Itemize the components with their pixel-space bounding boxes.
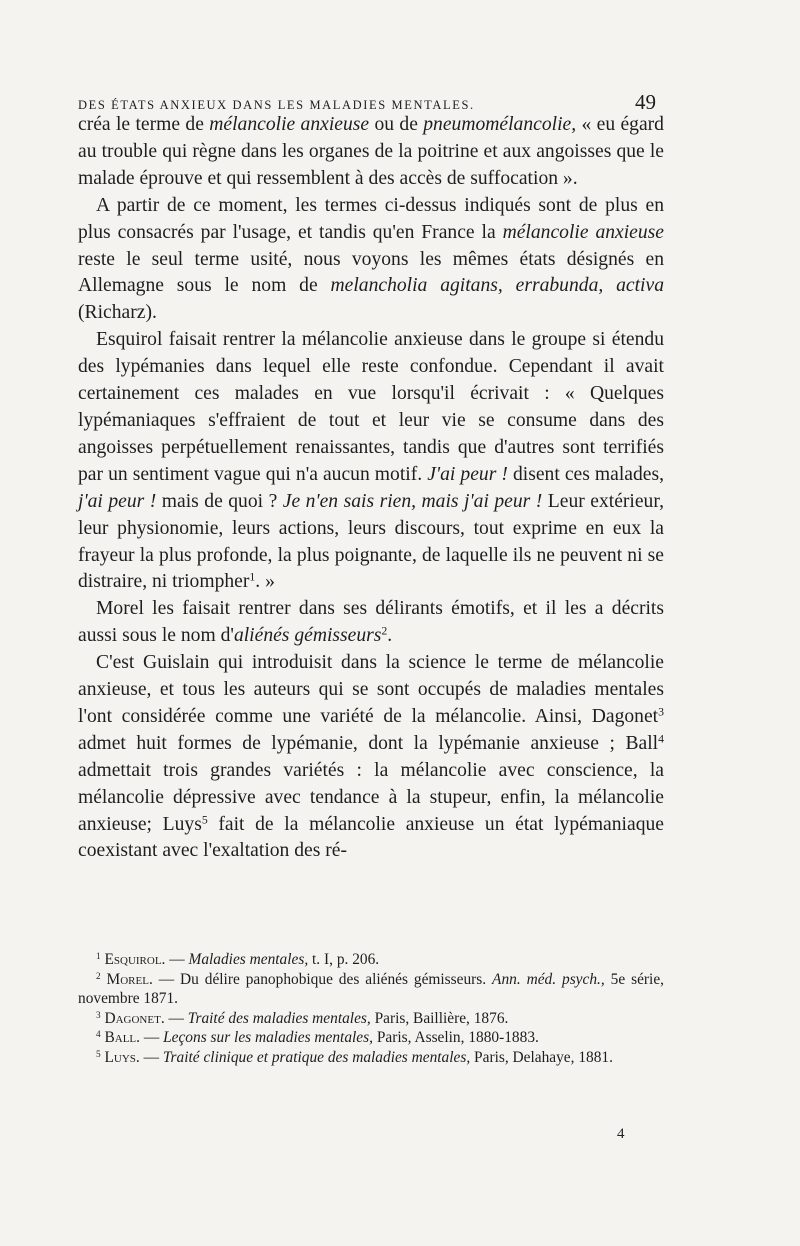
paragraph-4: Morel les faisait rentrer dans ses délirants émotifs, et il les a décrits aussi sous le nom d'aliénés gémisseurs$^2$. (78, 598, 664, 647)
page-number: 49 (635, 90, 656, 114)
paragraph-1: créa le terme de mélancolie anxieuse ou de pneumomélancolie, « eu égard au trouble qui règne dans les organes de la poitrine et aux angoisses que le malade éprouve et qui ressemblent à des accès de suffocation ». (78, 114, 664, 189)
paragraph-5: C'est Guislain qui introduisit dans la science le terme de mélancolie anxieuse, et tous les auteurs qui se sont occupés de maladies mentales l'ont considérée comme une variété de la mélancolie. Ainsi, Dagonet$^3$ admet huit formes de lypémanie, dont la lypémanie anxieuse ; Ball$^4$ admettait trois grandes variétés : la mélancolie avec conscience, la mélancolie dépressive avec tendance à la stupeur, enfin, la mélancolie anxieuse; Luys$^5$ fait de la mélancolie anxieuse un état lypémaniaque coexistant avec l'exaltation des ré- (78, 652, 664, 862)
footnote-ref-1: 1 (249, 570, 256, 584)
body-text (78, 112, 664, 865)
paragraph-3: Esquirol faisait rentrer la mélancolie anxieuse dans le groupe si étendu des lypémanies dans lequel elle reste confondue. Cependant il avait certainement ces malades en vue lorsqu'il écrivait : « Quelques lypémaniaques s'effraient de tout et leur vie se consume dans des angoisses perpétuellement renaissantes, tandis que d'autres sont terrifiés par un sentiment vague qui n'a aucun motif. J'ai peur ! disent ces malades, j'ai peur ! mais de quoi ? Je n'en sais rien, mais j'ai peur ! Leur extérieur, leur physionomie, leurs actions, leurs discours, tout exprime en eux la frayeur la plus profonde, la plus poignante, de laquelle ils ne peuvent ni se distraire, ni triompher$^1$. » (78, 329, 664, 593)
footnote-ref-5: 5 (201, 813, 208, 827)
paragraph-2: A partir de ce moment, les termes ci-dessus indiqués sont de plus en plus consacrés par l'usage, et tandis qu'en France la mélancolie anxieuse reste le seul terme usité, nous voyons les mêmes états désignés en Allemagne sous le nom de melancholia agitans, errabunda, activa (Richarz). (78, 194, 664, 324)
footnote-1: $^1$ Esquirol. — Maladies mentales, t. I, p. 206. (96, 950, 380, 968)
footnote-ref-3: 3 (658, 705, 664, 719)
footnote-ref-2: 2 (381, 624, 388, 638)
footnote-5: $^5$ Luys. — Traité clinique et pratique des maladies mentales, Paris, Delahaye, 1881. (96, 1048, 613, 1066)
running-title: DES ÉTATS ANXIEUX DANS LES MALADIES MENTALES. (78, 98, 475, 112)
footnote-3: $^3$ Dagonet. — Traité des maladies mentales, Paris, Baillière, 1876. (96, 1009, 509, 1027)
footnote-2: $^2$ Morel. — Du délire panophobique des aliénés gémisseurs. Ann. méd. psych., 5e série, novembre 1871. (78, 970, 665, 1008)
footnote-ref-4: 4 (658, 732, 664, 746)
footnotes (78, 950, 664, 1068)
signature-mark: 4 (617, 1126, 625, 1142)
footnote-4: $^4$ Ball. — Leçons sur les maladies mentales, Paris, Asselin, 1880-1883. (96, 1029, 539, 1047)
